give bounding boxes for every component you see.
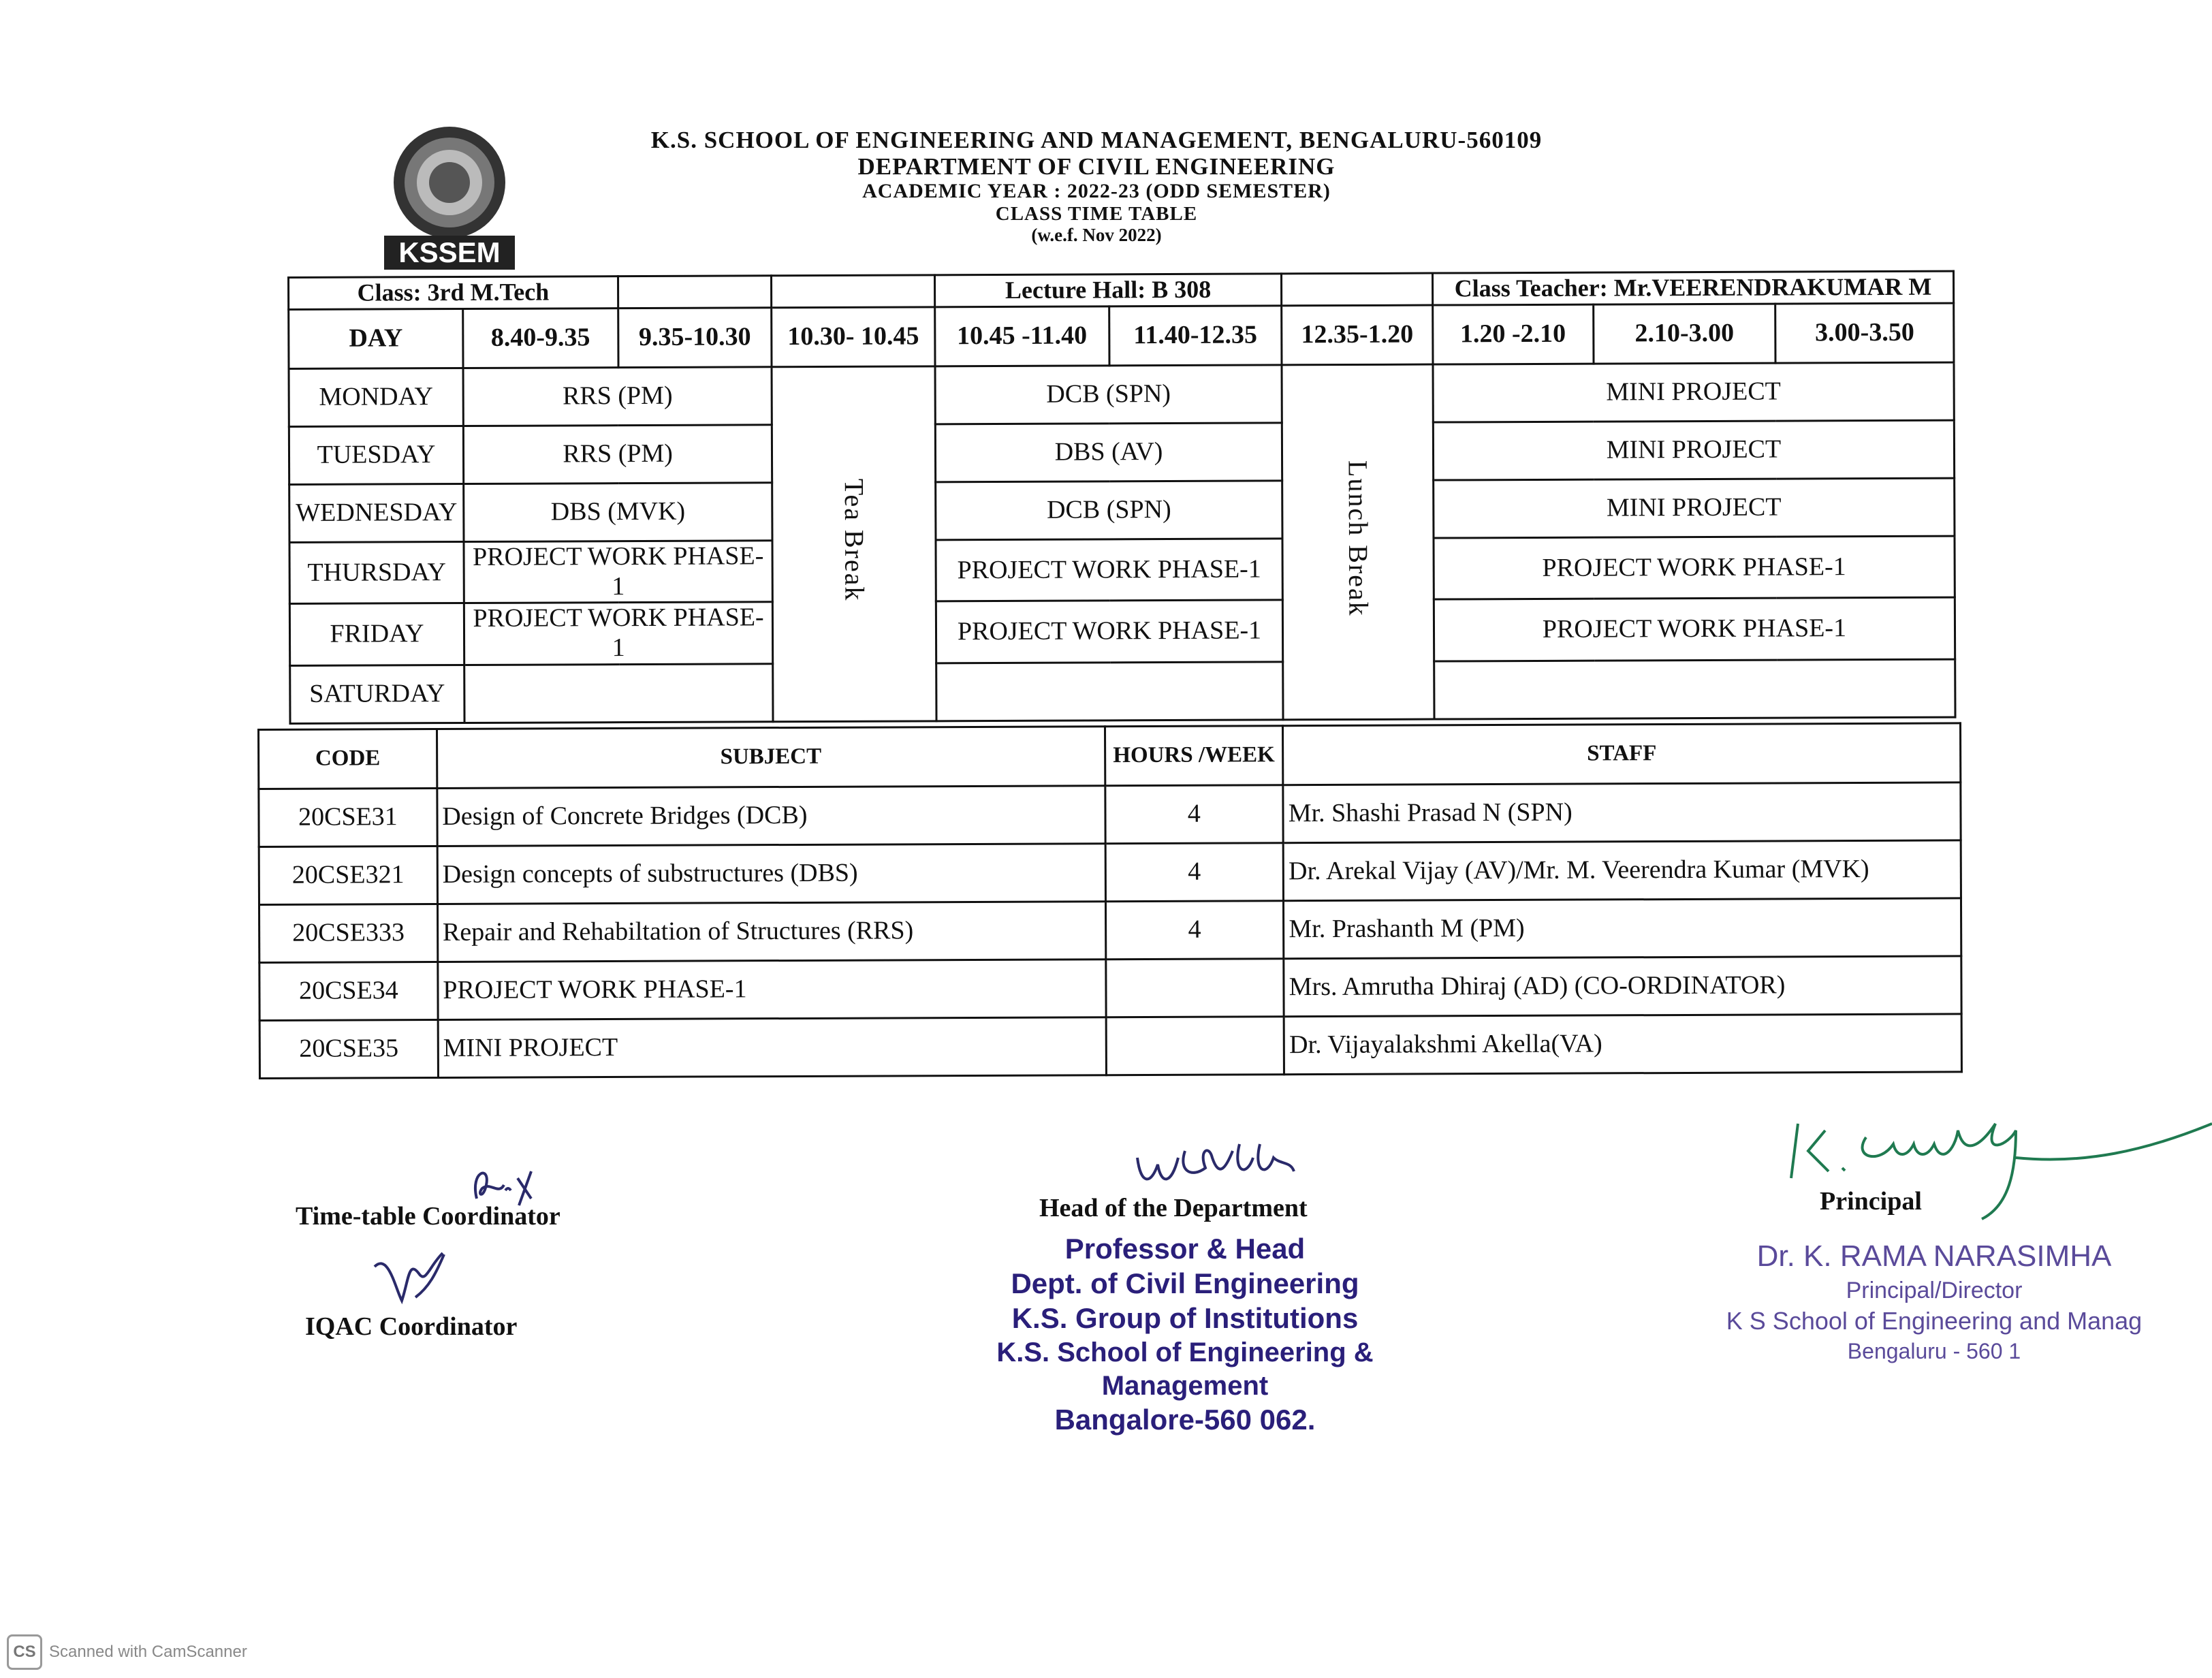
staff-header: STAFF <box>1283 723 1961 785</box>
class-timetable <box>287 270 1957 725</box>
timetable-row-wednesday <box>289 478 1955 542</box>
lunch-break-label: Lunch Break <box>1342 460 1374 617</box>
subject-staff: Mr. Shashi Prasad N (SPN) <box>1283 782 1961 843</box>
day-name: THURSDAY <box>289 542 464 604</box>
department-name: DEPARTMENT OF CIVIL ENGINEERING <box>857 153 1336 180</box>
code-header: CODE <box>259 729 437 789</box>
subject-row <box>259 956 1961 1021</box>
subject-code: 20CSE35 <box>259 1019 438 1078</box>
session-afternoon: MINI PROJECT <box>1433 362 1954 422</box>
principal-label: Principal <box>1820 1187 1922 1216</box>
stamp-line: Dr. K. RAMA NARASIMHA <box>1756 1239 2112 1273</box>
session-morning: PROJECT WORK PHASE-1 <box>464 602 773 665</box>
day-name: SATURDAY <box>290 665 464 723</box>
session-midday <box>936 662 1284 721</box>
session-midday: DCB (SPN) <box>935 365 1282 424</box>
blank-cell <box>618 276 772 308</box>
stamp-line: Professor & Head <box>1064 1233 1306 1265</box>
slot-header: 8.40-9.35 <box>463 308 618 368</box>
subject-hours: 4 <box>1105 785 1283 844</box>
subject-code: 20CSE333 <box>259 904 437 962</box>
tt-coordinator-label: Time-table Coordinator <box>296 1202 560 1231</box>
day-name: MONDAY <box>289 368 463 427</box>
session-afternoon: PROJECT WORK PHASE-1 <box>1434 536 1955 599</box>
subject-row <box>259 1014 1961 1079</box>
subject-hours <box>1106 1017 1284 1075</box>
blank-cell <box>772 275 935 308</box>
day-header: DAY <box>289 309 463 369</box>
stamp-line: K.S. School of Engineering & Management <box>996 1337 1374 1401</box>
class-info: Class: 3rd M.Tech <box>289 276 618 310</box>
college-name: K.S. SCHOOL OF ENGINEERING AND MANAGEMENT, BENGALURU-560109 <box>650 127 1543 153</box>
subject-header: SUBJECT <box>437 727 1105 789</box>
subject-staff: Mrs. Amrutha Dhiraj (AD) (CO-ORDINATOR) <box>1284 956 1961 1017</box>
subject-row <box>259 782 1961 847</box>
hod-label: Head of the Department <box>1039 1194 1308 1222</box>
day-name: FRIDAY <box>289 603 464 665</box>
session-morning: RRS (PM) <box>463 367 772 426</box>
camscanner-text: Scanned with CamScanner <box>49 1643 247 1661</box>
document-title: CLASS TIME TABLE <box>995 202 1198 225</box>
stamp-line: Dept. of Civil Engineering <box>1011 1267 1359 1300</box>
iqac-label: IQAC Coordinator <box>305 1312 518 1341</box>
subject-name: Design of Concrete Bridges (DCB) <box>437 786 1105 846</box>
subject-hours: 4 <box>1105 901 1284 960</box>
stamp-line: K.S. Group of Institutions <box>1011 1302 1359 1335</box>
subject-row <box>259 898 1961 963</box>
hours-header: HOURS /WEEK <box>1105 726 1283 786</box>
subject-staff: Dr. Arekal Vijay (AV)/Mr. M. Veerendra Kumar (MVK) <box>1283 840 1961 901</box>
session-midday: PROJECT WORK PHASE-1 <box>936 539 1283 601</box>
lunch-break-cell <box>1282 364 1434 720</box>
session-morning <box>464 664 774 723</box>
class-teacher: Class Teacher: Mr.VEERENDRAKUMAR M <box>1432 271 1953 305</box>
slot-header: 9.35-10.30 <box>618 308 772 368</box>
slot-header: 11.40-12.35 <box>1109 306 1282 366</box>
subject-name: Repair and Rehabiltation of Structures (RRS) <box>437 902 1105 962</box>
stamp-line: Principal/Director <box>1846 1278 2023 1304</box>
session-morning: DBS (MVK) <box>464 483 773 542</box>
session-afternoon: MINI PROJECT <box>1434 478 1955 538</box>
timetable-row-friday <box>289 597 1955 665</box>
session-afternoon: MINI PROJECT <box>1433 420 1954 480</box>
camscanner-icon: CS <box>7 1634 42 1670</box>
logo-text: KSSEM <box>398 236 501 268</box>
timetable-row-monday <box>289 362 1954 426</box>
subject-row <box>259 840 1961 905</box>
session-midday: PROJECT WORK PHASE-1 <box>936 600 1283 663</box>
timetable-row-thursday <box>289 536 1955 604</box>
slot-header: 2.10-3.00 <box>1593 304 1775 364</box>
subject-name: PROJECT WORK PHASE-1 <box>438 960 1106 1020</box>
document-header <box>518 127 1675 246</box>
college-logo <box>381 124 518 274</box>
day-name: WEDNESDAY <box>289 484 464 543</box>
subject-code: 20CSE34 <box>259 962 438 1020</box>
slot-header: 1.20 -2.10 <box>1433 304 1594 364</box>
lecture-hall: Lecture Hall: B 308 <box>934 274 1281 307</box>
subject-hours <box>1105 959 1284 1017</box>
subject-hours: 4 <box>1105 843 1284 902</box>
academic-year: ACADEMIC YEAR : 2022-23 (ODD SEMESTER) <box>862 180 1331 203</box>
session-midday: DBS (AV) <box>935 423 1282 482</box>
iqac-signature <box>368 1246 463 1314</box>
hod-stamp <box>926 1231 1444 1438</box>
subject-code: 20CSE321 <box>259 846 437 904</box>
subject-staff: Dr. Vijayalakshmi Akella(VA) <box>1284 1014 1961 1075</box>
session-morning: RRS (PM) <box>463 425 772 484</box>
stamp-line: K S School of Engineering and Manag <box>1726 1307 2143 1335</box>
slot-header: 10.30- 10.45 <box>772 307 935 367</box>
blank-cell <box>1282 273 1433 306</box>
session-afternoon: PROJECT WORK PHASE-1 <box>1434 597 1955 661</box>
camscanner-watermark <box>7 1634 247 1670</box>
stamp-line: Bengaluru - 560 1 <box>1847 1339 2021 1364</box>
session-afternoon <box>1434 659 1955 719</box>
subject-table <box>257 722 1963 1079</box>
subject-name: Design concepts of substructures (DBS) <box>437 844 1105 904</box>
subject-staff: Mr. Prashanth M (PM) <box>1284 898 1961 959</box>
session-morning: PROJECT WORK PHASE-1 <box>464 541 773 603</box>
stamp-line: Bangalore-560 062. <box>1054 1404 1316 1436</box>
slot-header: 12.35-1.20 <box>1282 305 1433 365</box>
session-midday: DCB (SPN) <box>936 481 1283 540</box>
slot-header: 10.45 -11.40 <box>935 306 1109 366</box>
subject-name: MINI PROJECT <box>438 1017 1106 1078</box>
timetable-row-tuesday <box>289 420 1954 484</box>
tea-break-cell <box>772 366 936 722</box>
timetable-row-saturday <box>290 659 1955 723</box>
effective-date: (w.e.f. Nov 2022) <box>1031 225 1162 246</box>
principal-stamp <box>1689 1237 2179 1366</box>
slot-header: 3.00-3.50 <box>1775 303 1954 363</box>
tea-break-label: Tea Break <box>838 478 870 602</box>
subject-code: 20CSE31 <box>259 788 437 846</box>
hod-signature <box>1131 1130 1301 1199</box>
day-name: TUESDAY <box>289 426 463 485</box>
